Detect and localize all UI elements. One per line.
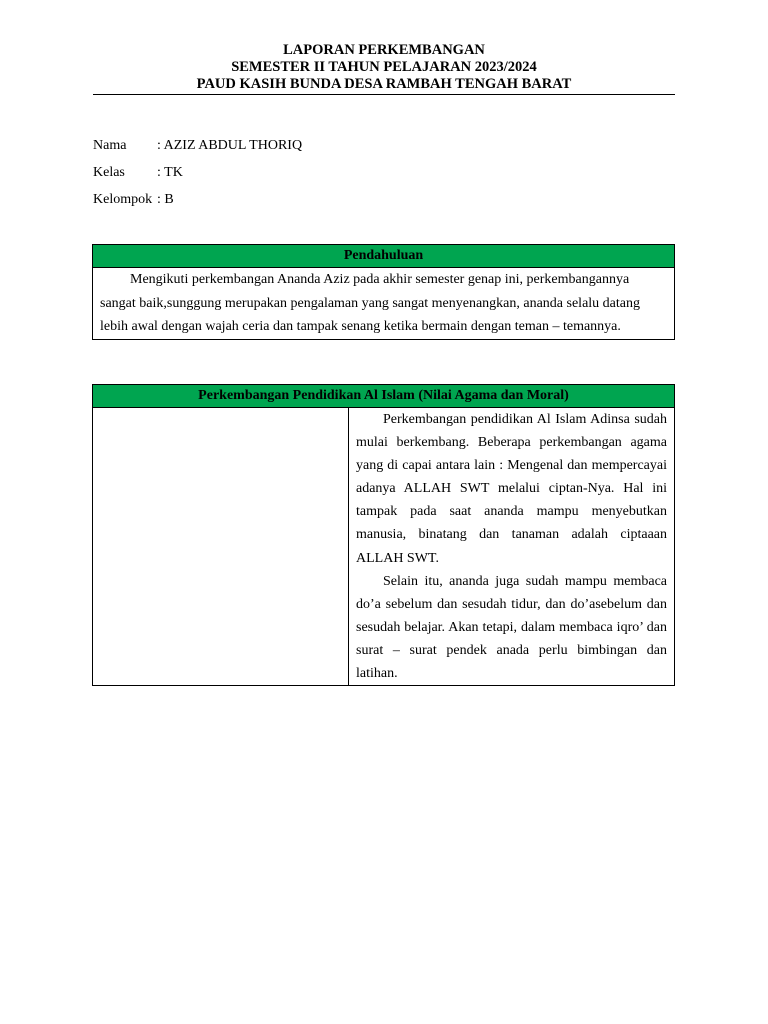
al-islam-text-cell: [349, 408, 675, 686]
al-islam-table: [92, 384, 675, 686]
report-header: [93, 42, 675, 93]
class-label: Kelas: [93, 165, 125, 180]
intro-heading: Pendahuluan: [93, 245, 675, 268]
intro-text: Mengikuti perkembangan Ananda Aziz pada akhir semester genap ini, perkembangannya sangat baik,sunggung merupakan pengalaman yang sangat menyenangkan, ananda selalu datang lebih awal dengan wajah ceria dan tampak senang ketika bermain dengan teman – temannya.: [100, 272, 640, 334]
name-label: Nama: [93, 138, 127, 153]
group-label: Kelompok: [93, 192, 153, 207]
al-islam-paragraph-1: Perkembangan pendidikan Al Islam Adinsa sudah mulai berkembang. Beberapa perkembangan agama yang di capai antara lain : Mengenal dan mempercayai adanya ALLAH SWT melalui ciptan-Nya. Hal ini tampak pada saat ananda mampu menyebutkan manusia, binatang dan tanaman adalah ciptaaan ALLAH SWT.: [356, 412, 667, 566]
student-class-row: [93, 164, 183, 181]
name-value: : AZIZ ABDUL THORIQ: [157, 138, 303, 153]
al-islam-heading: Perkembangan Pendidikan Al Islam (Nilai Agama dan Moral): [93, 385, 675, 408]
report-title: LAPORAN PERKEMBANGAN: [283, 42, 485, 58]
al-islam-paragraph-2: Selain itu, ananda juga sudah mampu membaca do’a sebelum dan sesudah tidur, dan do’asebelum dan sesudah belajar. Akan tetapi, dalam membaca iqro’ dan surat – surat pendek anada perlu bimbingan dan latihan.: [356, 573, 667, 682]
report-semester: SEMESTER II TAHUN PELAJARAN 2023/2024: [231, 59, 537, 75]
class-value: : TK: [157, 165, 183, 180]
student-name-row: [93, 137, 302, 154]
report-school: PAUD KASIH BUNDA DESA RAMBAH TENGAH BARAT: [196, 76, 572, 92]
al-islam-image-cell: [93, 408, 349, 686]
student-group-row: [93, 191, 174, 208]
header-divider: [93, 94, 675, 95]
group-value: : B: [157, 192, 174, 207]
intro-cell: [93, 268, 675, 340]
intro-table: [92, 244, 675, 340]
